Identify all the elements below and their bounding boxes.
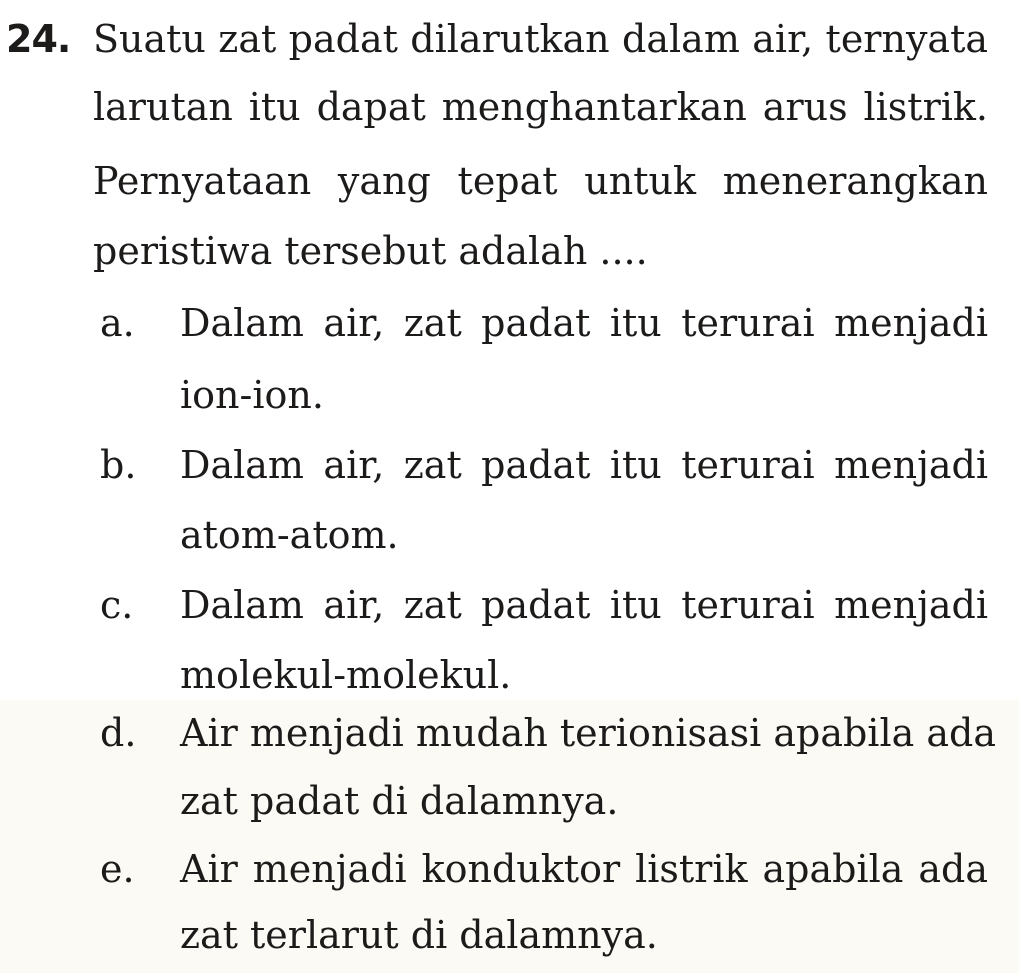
question-stem-line-3: Pernyataan yang tepat untuk menerangkan [93, 159, 988, 203]
question-number: 24. [6, 17, 71, 61]
option-text-line-1: Dalam air, zat padat itu terurai menjadi [180, 443, 988, 487]
option-letter: b. [100, 443, 137, 487]
option-text-line-1: Air menjadi konduktor listrik apabila ada [180, 847, 988, 891]
question-stem-line-1: Suatu zat padat dilarutkan dalam air, ternyata [93, 17, 988, 61]
option-text-line-1: Dalam air, zat padat itu terurai menjadi [180, 583, 988, 627]
option-letter: c. [100, 583, 134, 627]
question-stem-line-2: larutan itu dapat menghantarkan arus listrik. [93, 85, 988, 129]
option-text-line-2: ion-ion. [180, 373, 324, 417]
option-text-line-2: molekul-molekul. [180, 653, 512, 697]
option-text-line-1: Dalam air, zat padat itu terurai menjadi [180, 301, 988, 345]
option-letter: e. [100, 847, 135, 891]
option-text-line-2: zat terlarut di dalamnya. [180, 913, 658, 957]
option-text-line-2: zat padat di dalamnya. [180, 779, 619, 823]
option-letter: a. [100, 301, 135, 345]
option-text-line-1: Air menjadi mudah terionisasi apabila ada [180, 711, 996, 755]
question-stem-line-4: peristiwa tersebut adalah .... [93, 229, 648, 273]
option-text-line-2: atom-atom. [180, 513, 399, 557]
option-letter: d. [100, 711, 137, 755]
